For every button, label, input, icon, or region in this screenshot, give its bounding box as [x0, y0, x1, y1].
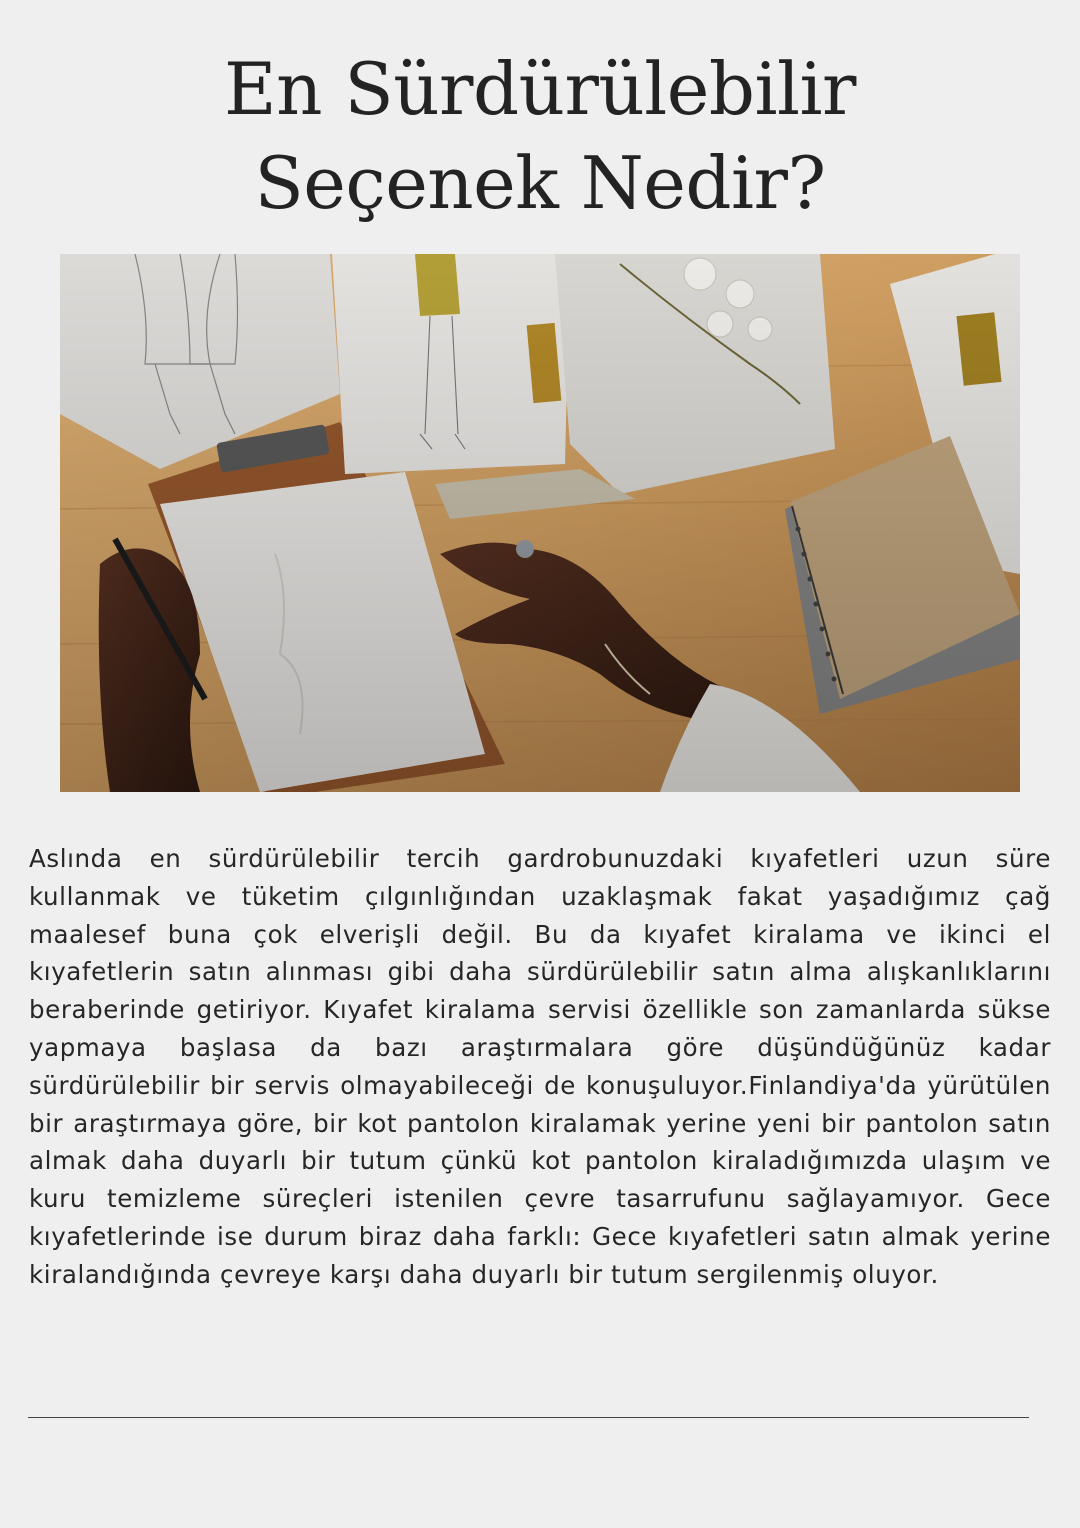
divider — [28, 1417, 1029, 1418]
article-body: Aslında en sürdürülebilir tercih gardrobunuzdaki kıyafetleri uzun süre kullanmak ve tüketim çılgınlığından uzaklaşmak fakat yaşadığımız çağ maalesef buna çok elverişli değil. Bu da kıyafet kiralama ve ikinci el kıyafetlerin satın alınması gibi daha sürdürülebilir satın alma alışkanlıklarını beraberinde getiriyor. Kıyafet kiralama servisi özellikle son zamanlarda sükse yapmaya başlasa da bazı araştırmalara göre düşündüğünüz kadar sürdürülebilir bir servis olmayabileceği de konuşuluyor.Finlandiya'da yürütülen bir araştırmaya göre, bir kot pantolon kiralamak yerine yeni bir pantolon satın almak daha duyarlı bir tutum çünkü kot pantolon kiraladığımızda ulaşım ve kuru temizleme süreçleri istenilen çevre tasarrufunu sağlayamıyor. Gece kıyafetlerinde ise durum biraz daha farklı: Gece kıyafetleri satın almak yerine kiralandığında çevreye karşı daha duyarlı bir tutum sergilenmiş oluyor. — [29, 844, 1051, 1289]
fashion-sketch-photo — [60, 254, 1020, 792]
title-line-1: En Sürdürülebilir — [224, 47, 856, 131]
page-title — [0, 42, 1080, 230]
title-line-2: Seçenek Nedir? — [254, 141, 826, 225]
